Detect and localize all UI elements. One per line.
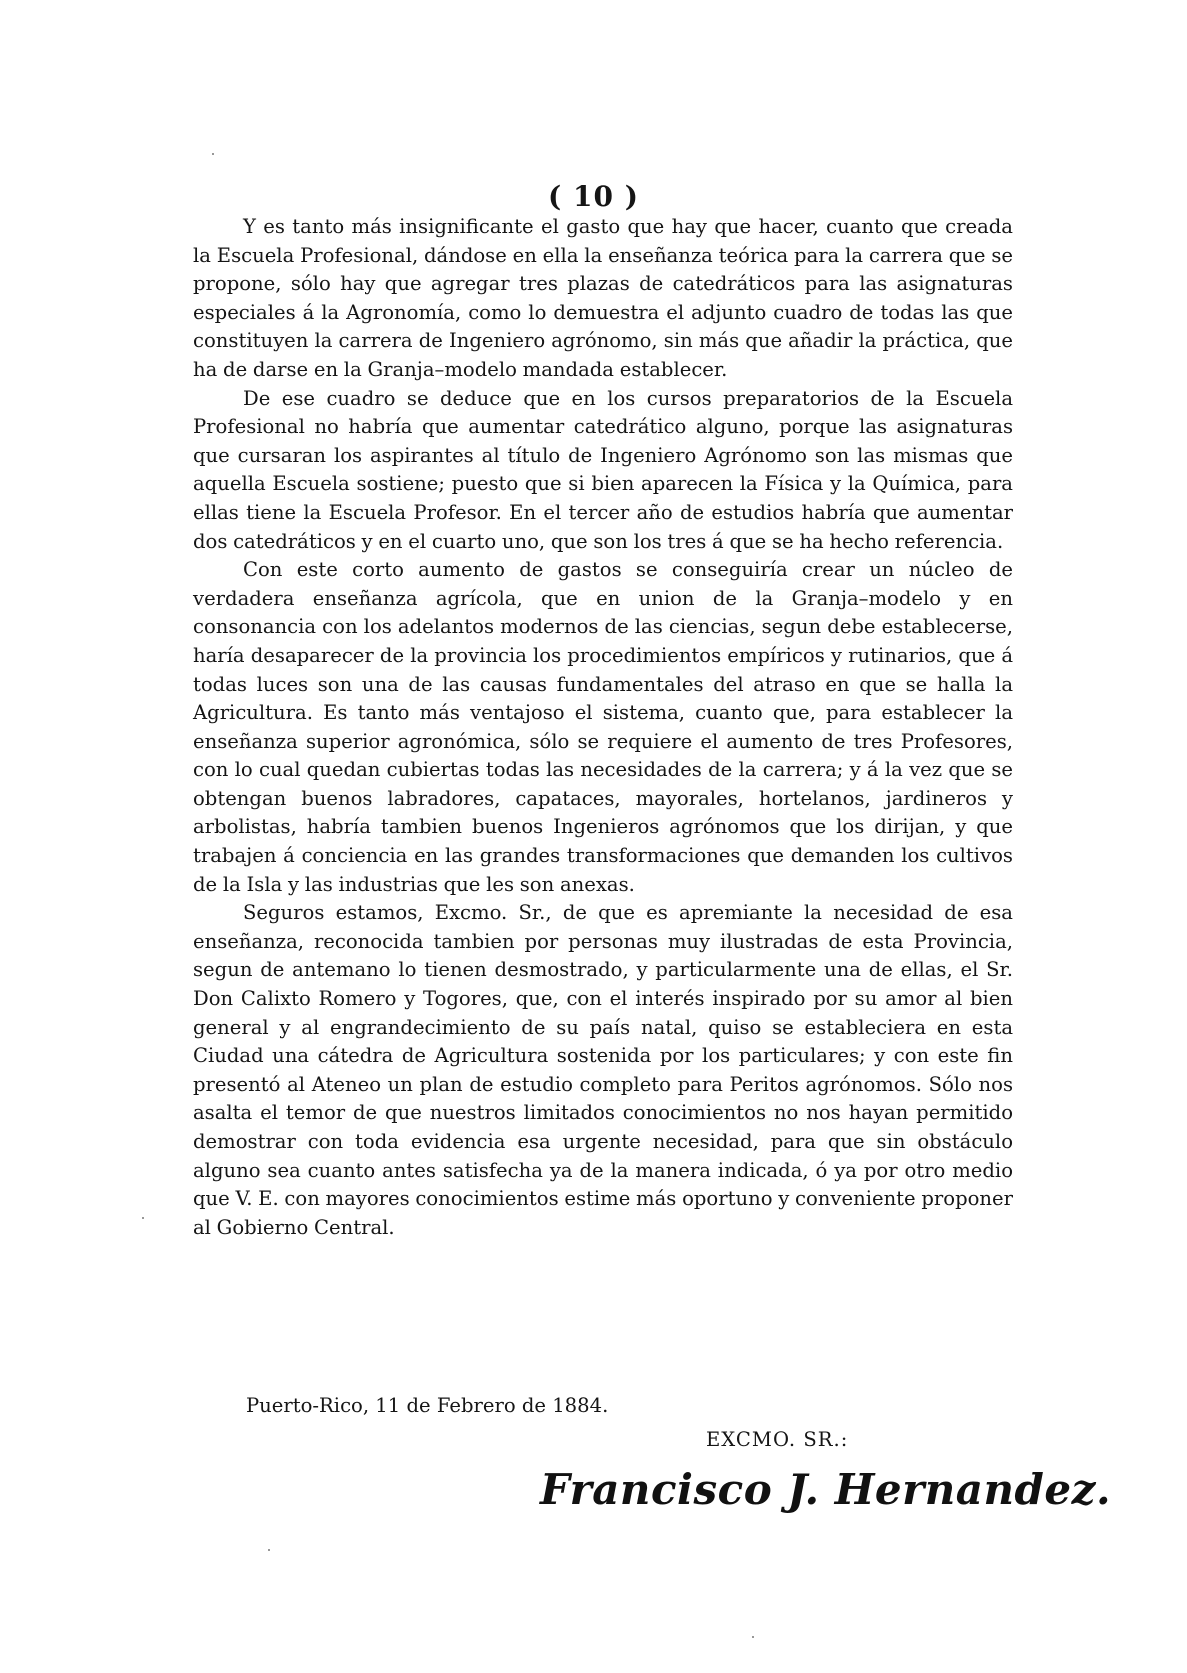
paragraph-3: Con este corto aumento de gastos se conseguiría crear un núcleo de verdadera enseñanza agrícola, que en union de la Granja–modelo y en consonancia con los adelantos modernos de las ciencias, segun debe establecerse, haría desaparecer de la provincia los procedimientos empíricos y rutinarios, que á todas luces son una de las causas fundamentales del atraso en que se halla la Agricultura. Es tanto más ventajoso el sistema, cuanto que, para establecer la enseñanza superior agronómica, sólo se requiere el aumento de tres Profesores, con lo cual quedan cubiertas todas las necesidades de la carrera; y á la vez que se obtengan buenos labradores, capataces, mayorales, hortelanos, jardineros y arbolistas, habría tambien buenos Ingenieros agrónomos que los dirijan, y que trabajen á conciencia en las grandes transformaciones que demanden los cultivos de la Isla y las industrias que les son anexas.: [193, 558, 1013, 896]
paper-speck: [142, 1217, 144, 1219]
paper-speck: [268, 1549, 270, 1551]
paragraph-4: Seguros estamos, Excmo. Sr., de que es apremiante la necesidad de esa enseñanza, reconocida tambien por personas muy ilustradas de esta Provincia, segun de antemano lo tienen desmostrado, y particularmente una de ellas, el Sr. Don Calixto Romero y Togores, que, con el interés inspirado por su amor al bien general y al engrandecimiento de su país natal, quiso se estableciera en esta Ciudad una cátedra de Agricultura sostenida por los particulares; y con este fin presentó al Ateneo un plan de estudio completo para Peritos agrónomos. Sólo nos asalta el temor de que nuestros limitados conocimientos no nos hayan permitido demostrar con toda evidencia esa urgente necesidad, para que sin obstáculo alguno sea cuanto antes satisfecha ya de la manera indicada, ó ya por otro medio que V. E. con mayores conocimientos estime más oportuno y conveniente proponer al Gobierno Central.: [193, 901, 1014, 1239]
body-text: [193, 213, 1013, 1242]
paragraph-2: De ese cuadro se deduce que en los cursos preparatorios de la Escuela Profesional no habría que aumentar catedrático alguno, porque las asignaturas que cursaran los aspirantes al título de Ingeniero Agrónomo son las mismas que aquella Escuela sostiene; puesto que si bien aparecen la Física y la Química, para ellas tiene la Escuela Profesor. En el tercer año de estudios habría que aumentar dos catedráticos y en el cuarto uno, que son los tres á que se ha hecho referencia.: [193, 386, 1013, 553]
page-number: ( 10 ): [548, 180, 639, 213]
signature: Francisco J. Hernandez.: [540, 1465, 1112, 1514]
paper-speck: [752, 1636, 754, 1638]
paragraph-1: Y es tanto más insignificante el gasto que hay que hacer, cuanto que creada la Escuela Profesional, dándose en ella la enseñanza teórica para la carrera que se propone, sólo hay que agregar tres plazas de catedráticos para las asignaturas especiales á la Agronomía, como lo demuestra el adjunto cuadro de todas las que constituyen la carrera de Ingeniero agrónomo, sin más que añadir la práctica, que ha de darse en la Granja–modelo mandada establecer.: [193, 215, 1013, 381]
place-date: Puerto-Rico, 11 de Febrero de 1884.: [246, 1394, 609, 1417]
paper-speck: [212, 153, 214, 155]
salutation: EXCMO. SR.:: [706, 1428, 849, 1451]
